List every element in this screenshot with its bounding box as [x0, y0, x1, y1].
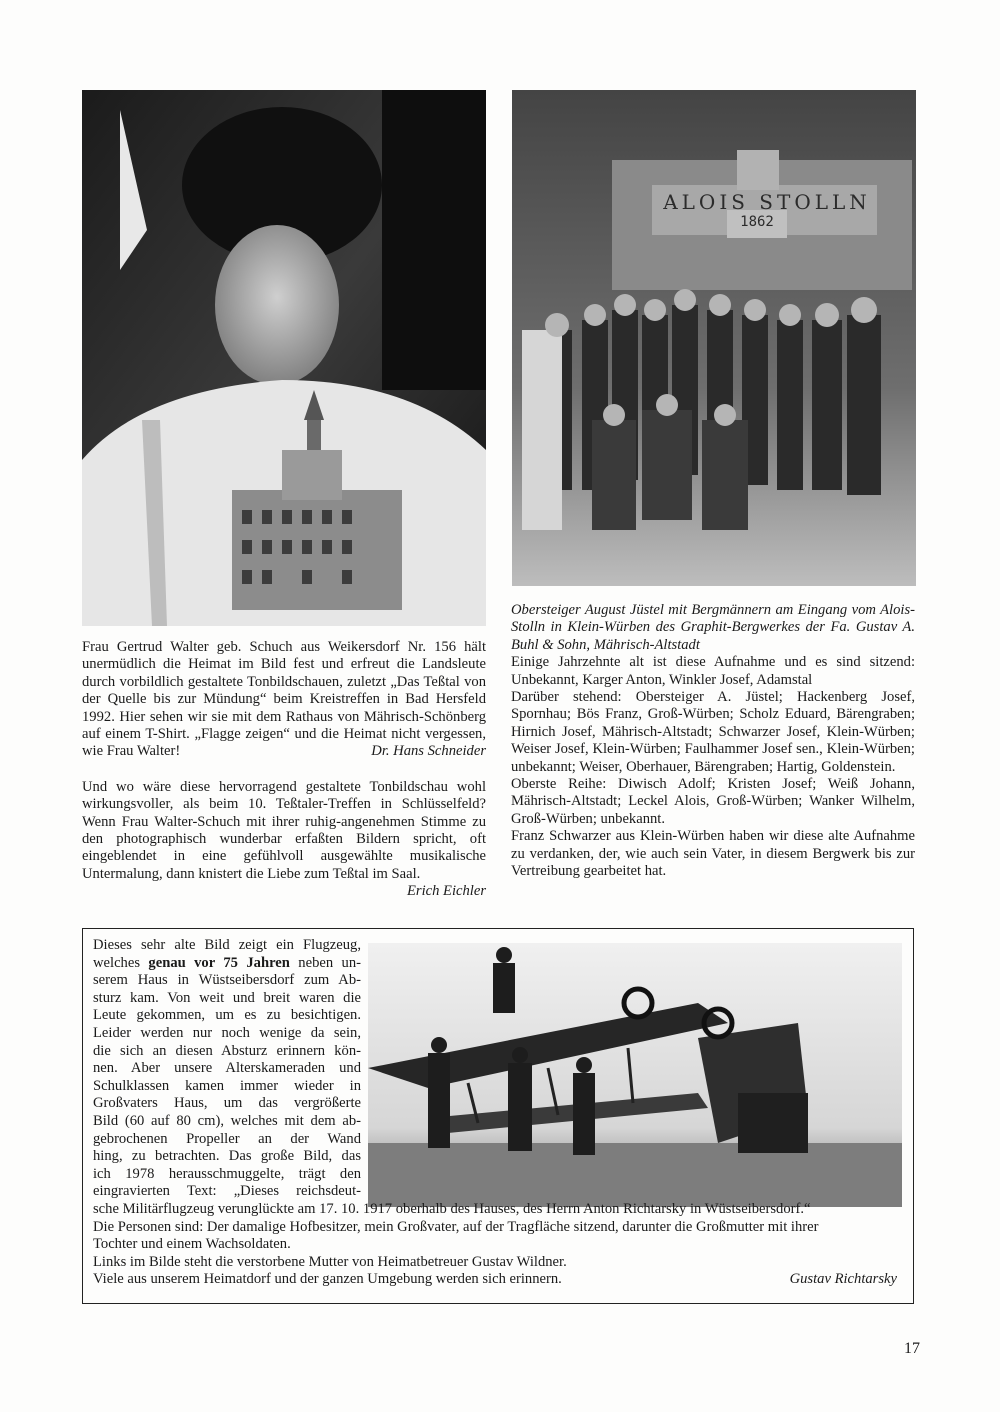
box-line-11: Bild (60 auf 80 cm), welches mit dem ab-	[93, 1112, 361, 1129]
box-line-2	[93, 955, 361, 973]
box-full-line-5: Viele aus unserem Heimatdorf und der ganzen Umgebung werden sich erinnern.	[93, 1271, 562, 1288]
miners-group-illustration	[512, 90, 916, 586]
signature-eichler: Erich Eichler	[406, 883, 486, 900]
box-full-line-2: Die Personen sind: Der damalige Hofbesitzer, mein Großvater, auf der Tragfläche sitzend, darunter die Großmutter mit ihrer	[93, 1218, 819, 1235]
mine-sign-year: 1862	[740, 214, 774, 230]
box-line-12: gebrochenen Propeller an der Wand	[93, 1130, 361, 1147]
walter-paragraph: Frau Gertrud Walter geb. Schuch aus Weikersdorf Nr. 156 hält unermüdlich die Heimat im Bild fest und erfreut die Landsleute durch vorbildlich gestaltete Tonbildschauen, zuletzt „Das Teßtal von der Quelle bis zur Mündung“ beim Kreistreffen in Bad Hersfeld 1992. Hier sehen wir sie mit dem Rathaus von Mährisch-Schönberg auf einem T-Shirt. „Flagge zeigen“ und die Heimat nicht vergessen, wie Frau Walter!	[82, 639, 486, 760]
box-line-2-post: neben un-	[298, 954, 362, 971]
box-full-line-3: Tochter und einem Wachsoldaten.	[93, 1236, 291, 1253]
box-line-15: eingravierten Text: „Dieses reichsdeut-	[93, 1183, 361, 1200]
box-line-8: nen. Aber unsere Alterskameraden und	[93, 1060, 361, 1077]
box-full-line-4: Links im Bilde steht die verstorbene Mutter von Heimatbetreuer Gustav Wildner.	[93, 1253, 567, 1270]
page-number: 17	[904, 1340, 920, 1357]
box-line-1: Dieses sehr alte Bild zeigt ein Flugzeug,	[93, 937, 361, 953]
box-line-4: sturz kam. Von weit und breit waren die	[93, 989, 361, 1006]
right-caption	[511, 602, 915, 881]
photo-alois-stolln-miners	[512, 90, 916, 586]
airplane-text-full	[93, 1201, 905, 1289]
signature-richtarsky: Gustav Richtarsky	[789, 1271, 897, 1288]
tonbildschau-paragraph: Und wo wäre diese hervorragend gestaltete Tonbildschau wohl wirkungsvoller, als beim 10. Teßtaler-Treffen in Schlüsselfeld? Wenn Frau Walter-Schuch mit ihrer ruhig-angenehmen Stimme zu den photographisch wunderbar erfaßten Bildern spricht, oft eingeblendet in eine gefühlvoll ausgewählte musikalische Untermalung, dann knistert die Liebe zum Teßtal im Saal.	[82, 778, 486, 882]
airplane-article-box	[82, 928, 914, 1304]
box-line-2-pre: welches	[93, 954, 149, 971]
portrait-illustration	[82, 90, 486, 626]
airplane-text-wrap	[93, 937, 361, 1201]
photo-gertrud-walter	[82, 90, 486, 626]
miners-credit-paragraph: Franz Schwarzer aus Klein-Würben haben wir diese alte Aufnahme zu verdanken, der, wie auch sein Vater, in diesem Bergwerk bis zur Vertreibung gearbeitet hat.	[511, 828, 915, 880]
box-line-13: hing, zu betrachten. Das große Bild, das	[93, 1148, 361, 1165]
box-last-row	[93, 1271, 905, 1289]
box-bold-years: genau vor 75 Jahren	[148, 954, 290, 971]
box-full-line-1: sche Militärflugzeug verunglückte am 17. 10. 1917 oberhalb des Hauses, des Herrn Anton Richtarsky in Wüstseibersdorf.“	[93, 1201, 811, 1217]
left-caption	[82, 639, 486, 901]
photo-crashed-airplane	[368, 943, 902, 1207]
signature-schneider: Dr. Hans Schneider	[371, 743, 486, 760]
airplane-illustration	[368, 943, 902, 1207]
box-line-7: die sich an diesen Absturz erinnern kön-	[93, 1042, 361, 1059]
box-line-3: serem Haus in Wüstseibersdorf zum Ab-	[93, 972, 361, 989]
miners-standing-paragraph: Darüber stehend: Obersteiger A. Jüstel; Hackenberg Josef, Spornhau; Bös Franz, Groß-Würben; Scholz Eduard, Bärengraben; Hirnich Josef, Mährisch-Altstadt; Schwarzer Josef, Klein-Würben; Weiser Josef, Klein-Würben; Faulhammer Josef sen., Klein-Würben; unbekannt; Weiser, Oberhauer, Bärengraben; Hartig, Goldenstein.	[511, 689, 915, 775]
miners-photo-title: Obersteiger August Jüstel mit Bergmännern am Eingang vom Alois-Stolln in Klein-Würben des Graphit-Bergwerkes der Fa. Gustav A. Buhl & Sohn, Mährisch-Altstadt	[511, 602, 915, 653]
box-line-10: Großvaters Haus, um das vergrößerte	[93, 1095, 361, 1112]
miners-top-row-paragraph: Oberste Reihe: Diwisch Adolf; Kristen Josef; Weiß Johann, Mährisch-Altstadt; Leckel Alois, Groß-Würben; Wanker Wilhelm, Groß-Würben; unbekannt.	[511, 776, 915, 827]
box-line-9: Schulklassen kamen immer wieder in	[93, 1077, 361, 1094]
box-line-14: ich 1978 herausschmuggelte, trägt den	[93, 1165, 361, 1182]
box-line-5: Leute gekommen, um es zu besichtigen.	[93, 1007, 361, 1024]
mine-sign-name: ALOIS STOLLN	[663, 190, 871, 214]
miners-seated-paragraph: Einige Jahrzehnte alt ist diese Aufnahme und es sind sitzend: Unbekannt, Karger Anton, Winkler Josef, Adamstal	[511, 654, 915, 688]
box-line-6: Leider werden nur noch wenige da sein,	[93, 1024, 361, 1041]
